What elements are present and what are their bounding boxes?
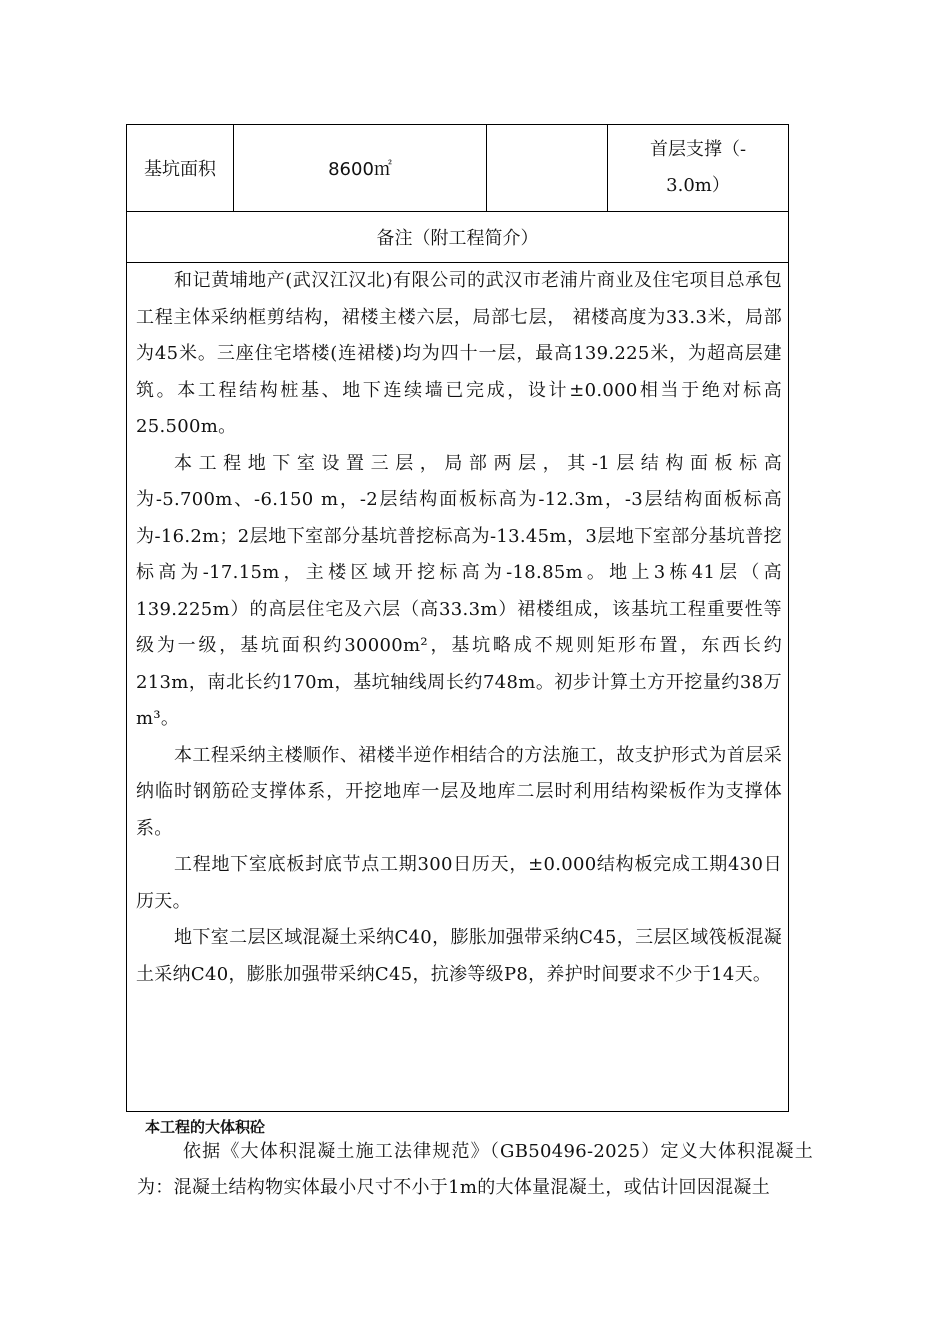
empty-cell <box>487 125 608 212</box>
summary-paragraph: 地下室二层区域混凝土采纳C40，膨胀加强带采纳C45，三层区域筏板混凝土采纳C40，膨胀加强带采纳C45，抗渗等级P8，养护时间要求不少于14天。 <box>136 927 782 985</box>
project-summary-cell <box>127 263 789 1112</box>
remark-header: 备注（附工程简介） <box>127 212 789 263</box>
table-row <box>127 263 789 1112</box>
table-row <box>127 125 789 212</box>
first-support-line2: 3.0m） <box>666 175 730 196</box>
first-support-line1: 首层支撑（- <box>649 139 747 160</box>
pit-area-label: 基坑面积 <box>127 125 234 212</box>
pit-area-value: 8600㎡ <box>234 125 487 212</box>
summary-paragraph: 工程地下室底板封底节点工期300日历天，±0.000结构板完成工期430日历天。 <box>136 854 782 912</box>
summary-paragraph: 本工程采纳主楼顺作、裙楼半逆作相结合的方法施工，故支护形式为首层采纳临时钢筋砼支撑体系，开挖地库一层及地库二层时利用结构梁板作为支撑体系。 <box>136 744 782 839</box>
project-info-table <box>126 124 789 1112</box>
table-row <box>127 212 789 263</box>
summary-paragraph: 本工程地下室设置三层，局部两层，其-1层结构面板标高为-5.700m、-6.150 m，-2层结构面板标高为-12.3m，-3层结构面板标高为-16.2m；2层地下室部分基坑普挖标高为-13.45m，3层地下室部分基坑普挖标高为-17.15m，主楼区域开挖标高为-18.85m。地上3栋41层（高139.225m）的高层住宅及六层（高33.3m）裙楼组成，该基坑工程重要性等级为一级，基坑面积约30000m²，基坑略成不规则矩形布置，东西长约213m，南北长约170m，基坑轴线周长约748m。初步计算土方开挖量约38万m³。 <box>136 452 782 729</box>
summary-paragraph: 和记黄埔地产(武汉江汉北)有限公司的武汉市老浦片商业及住宅项目总承包工程主体采纳框剪结构，裙楼主楼六层，局部七层， 裙楼高度为33.3米，局部为45米。三座住宅塔楼(连裙楼)均为四十一层，最高139.225米，为超高层建筑。本工程结构桩基、地下连续墙已完成，设计±0.000相当于绝对标高25.500m。 <box>136 270 782 437</box>
body-text <box>137 1134 813 1206</box>
first-support-cell <box>608 125 789 212</box>
section-title: 本工程的大体积砼 <box>145 1118 266 1136</box>
body-paragraph: 依据《大体积混凝土施工法律规范》（GB50496-2025）定义大体积混凝土为：混凝土结构物实体最小尺寸不小于1m的大体量混凝土，或估计回因混凝土 <box>137 1141 813 1198</box>
